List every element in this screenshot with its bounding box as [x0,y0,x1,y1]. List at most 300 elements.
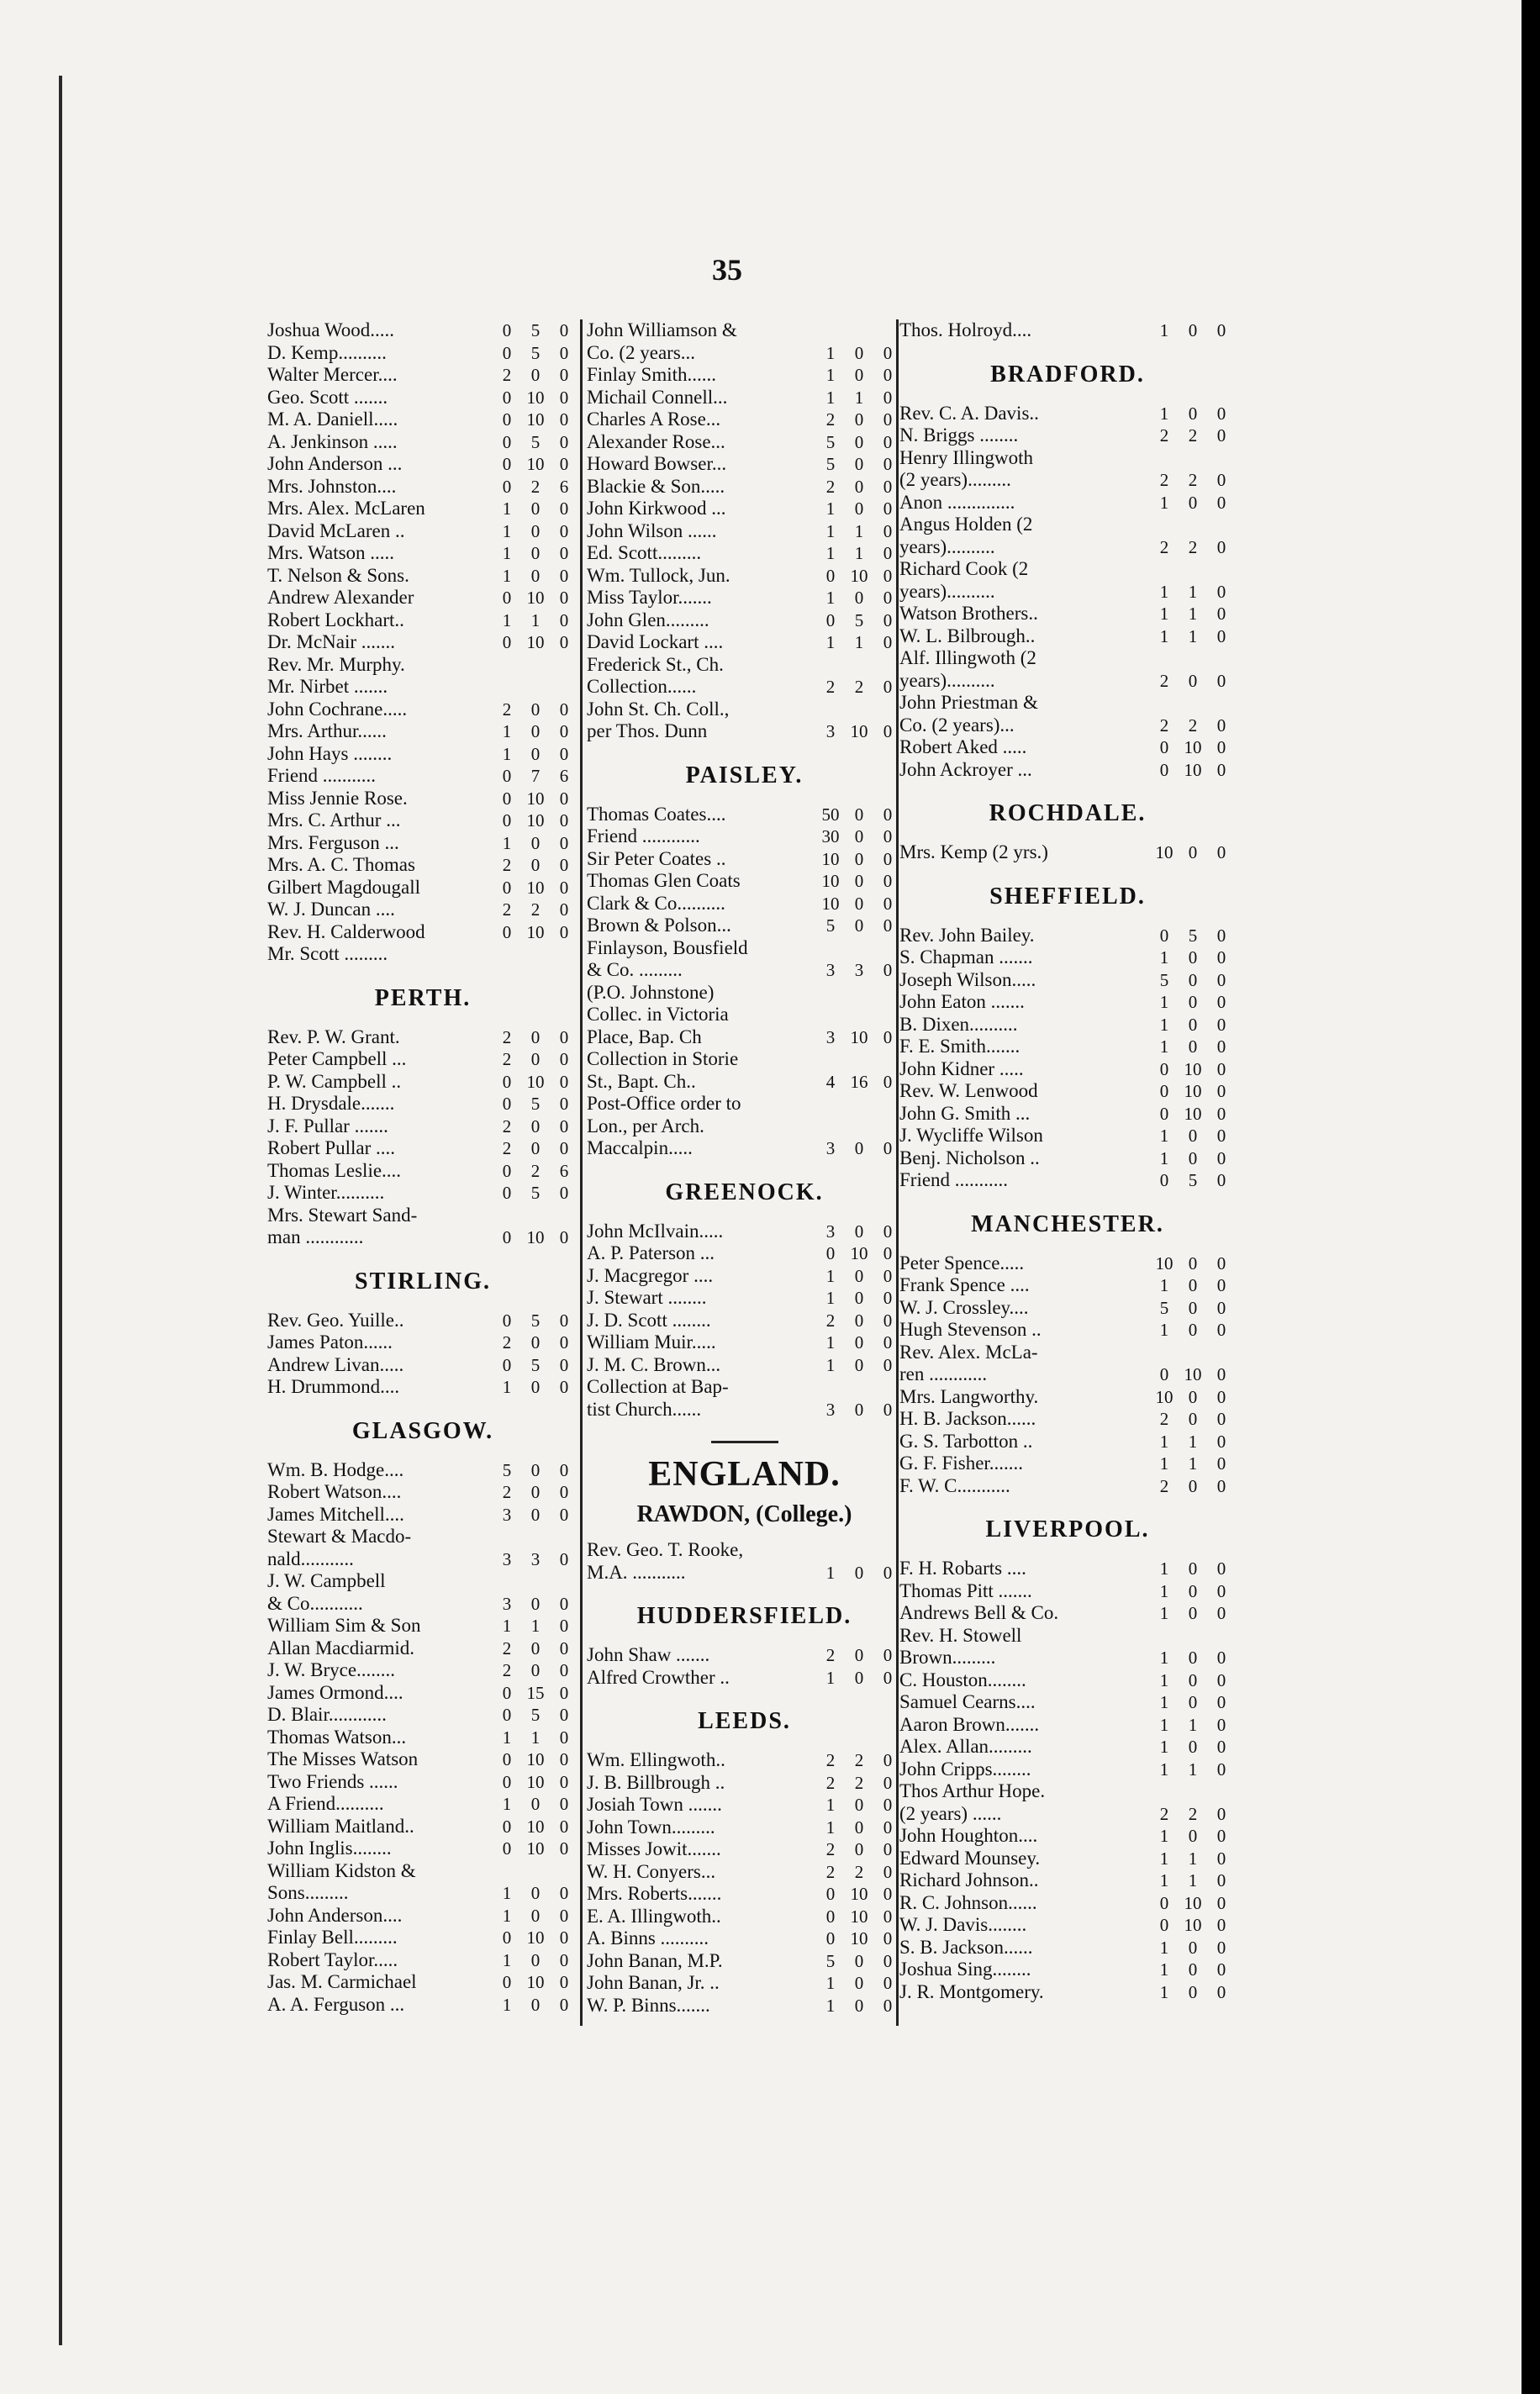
amount-pounds: 3 [502,1593,512,1614]
subscriber-name: Rev. H. Stowell [899,1624,1022,1646]
amount [493,1995,578,2016]
amount-pounds: 0 [502,1927,512,1948]
amount [1150,1148,1236,1169]
amount-pence: 0 [883,871,893,891]
subscriber-row [267,1682,578,1705]
subscriber-row [267,699,578,721]
subscriber-row [899,1147,1236,1170]
amount [816,409,902,430]
amount-pence: 0 [883,1906,893,1927]
amount-pounds: 1 [502,1377,512,1397]
amount-pounds: 10 [1155,1386,1173,1407]
subscriber-name: Friend ............ [587,825,700,846]
amount-pence: 0 [559,1049,569,1069]
amount-pence: 0 [559,565,569,586]
subscriber-name: Alexander Rose... [587,430,725,452]
amount-pence: 0 [1216,625,1226,646]
subscriber-name: Thomas Pitt ....... [899,1579,1032,1601]
amount [493,477,578,498]
amount [1150,470,1236,491]
amount-shillings: 0 [530,1049,541,1069]
amount-pounds: 10 [1155,842,1173,862]
amount [1150,320,1236,341]
amount-pence: 0 [1216,670,1226,691]
subscriber-name: Mrs. Roberts....... [587,1883,722,1904]
subscriber-row [267,1182,578,1205]
amount-pence: 0 [883,609,893,630]
amount [493,588,578,609]
amount-pounds: 0 [1159,925,1169,946]
amount [816,677,902,698]
amount-shillings: 0 [1188,492,1198,513]
subscriber-name: years).......... [899,669,995,691]
amount-pence: 0 [883,1138,893,1158]
subscriber-name: Ed. Scott......... [587,542,702,563]
amount-pounds: 0 [502,409,512,430]
amount-pence: 0 [883,721,893,741]
amount-pence: 0 [883,804,893,825]
subscriber-row [587,1794,902,1817]
subscriber-row [267,854,578,877]
amount-shillings: 1 [1188,1431,1198,1452]
amount-shillings: 5 [530,1094,541,1114]
amount-pounds: 2 [502,899,512,920]
amount-pounds: 1 [825,1288,836,1308]
amount-pence: 0 [1216,759,1226,780]
amount-pounds: 1 [502,1905,512,1926]
amount-pence: 0 [883,1817,893,1838]
subscriber-row [587,1972,902,1995]
subscriber-row [587,1539,902,1562]
amount [1150,1275,1236,1296]
amount [1150,1298,1236,1319]
amount-shillings: 0 [530,1883,541,1903]
subscriber-name: J. M. C. Brown... [587,1353,721,1375]
subscriber-row [267,1137,578,1160]
subscriber-row [899,991,1236,1014]
amount [493,1838,578,1859]
amount [816,804,902,825]
amount [493,320,578,341]
amount-shillings: 10 [1184,1081,1202,1101]
amount [493,1683,578,1704]
subscriber-row [899,759,1236,782]
subscriber-row [899,1580,1236,1603]
amount [816,1027,902,1048]
amount-pounds: 0 [502,1354,512,1375]
amount-pounds: 1 [1159,625,1169,646]
subscriber-name: D. Blair............ [267,1704,387,1725]
amount [493,766,578,787]
subscriber-name: Miss Jennie Rose. [267,787,408,809]
amount-shillings: 10 [526,1838,545,1859]
subscriber-row [899,1848,1236,1870]
subscriber-name: John St. Ch. Coll., [587,698,730,720]
amount-pounds: 1 [502,609,512,630]
amount-shillings: 0 [530,1377,541,1397]
amount [493,1772,578,1793]
amount [493,1332,578,1353]
amount-pounds: 5 [825,431,836,452]
amount [816,610,902,631]
subscriber-row [899,514,1236,536]
amount [493,1727,578,1748]
subscriber-row [267,1548,578,1571]
subscriber-name: Stewart & Macdo- [267,1526,412,1547]
subscriber-name: Joshua Sing........ [899,1959,1031,1980]
amount-shillings: 0 [854,409,864,430]
subscriber-row [899,1125,1236,1147]
amount-pence: 0 [883,826,893,846]
amount [1150,737,1236,758]
amount-pence: 0 [1216,1453,1226,1474]
town-heading: RAWDON, (College.) [636,1501,852,1527]
amount-pounds: 0 [1159,1364,1169,1384]
amount-pounds: 2 [825,1861,836,1882]
amount-pence: 0 [559,1637,569,1658]
amount [1150,1558,1236,1579]
subscriber-list [899,403,1236,782]
amount-shillings: 0 [1188,1252,1198,1273]
subscriber-name: Mr. Scott ......... [267,943,388,964]
amount-pounds: 1 [825,1354,836,1375]
amount-shillings: 2 [530,476,541,497]
amount [1150,925,1236,947]
subscriber-row [587,1310,902,1332]
subscriber-name: Frederick St., Ch. [587,653,724,675]
amount-pence: 0 [1216,992,1226,1012]
subscriber-name: M.A. ........... [587,1561,686,1583]
subscriber-row [587,720,902,743]
amount-pence: 0 [559,1227,569,1247]
amount [1150,1848,1236,1869]
amount-shillings: 0 [530,743,541,764]
amount [1150,1804,1236,1825]
amount-pence: 0 [883,677,893,697]
subscriber-name: Mrs. Ferguson ... [267,831,399,853]
amount [493,1794,578,1815]
town-heading: PAISLEY. [685,762,804,788]
amount-pounds: 2 [502,365,512,385]
amount-pounds: 1 [502,498,512,519]
subscriber-row [899,1363,1236,1386]
amount-pounds: 1 [825,588,836,608]
subscriber-name: & Co. ......... [587,959,683,980]
amount-pence: 0 [559,1354,569,1375]
amount [493,1927,578,1948]
amount-pounds: 1 [1159,1275,1169,1295]
subscriber-name: J. F. Pullar ....... [267,1115,388,1136]
subscriber-row [899,1669,1236,1692]
amount-pence: 0 [883,588,893,608]
subscriber-row [267,1727,578,1749]
amount-pence: 0 [559,788,569,809]
amount-pence: 0 [883,1973,893,1993]
subscriber-list [899,1252,1236,1498]
subscriber-name: John Wilson ...... [587,519,717,541]
amount-pounds: 2 [1159,715,1169,736]
amount-shillings: 0 [1188,1580,1198,1601]
town-heading: HUDDERSFIELD. [636,1603,852,1629]
amount-pence: 0 [559,1459,569,1480]
column-3 [899,319,1236,2003]
amount-shillings: 0 [854,1310,864,1331]
amount-pence: 0 [559,1138,569,1158]
amount [493,1377,578,1398]
amount-pounds: 0 [1159,1915,1169,1935]
amount-pounds: 0 [1159,1081,1169,1101]
subscriber-name: Rev. W. Lenwood [899,1080,1038,1101]
amount-shillings: 10 [526,1071,545,1092]
amount-shillings: 0 [854,454,864,474]
amount-shillings: 0 [530,1026,541,1047]
amount [493,833,578,854]
subscriber-row [267,631,578,654]
subscriber-name: Edward Mounsey. [899,1847,1041,1869]
amount [493,1660,578,1681]
subscriber-name: Andrew Livan..... [267,1353,404,1375]
subscriber-name: David McLaren .. [267,519,405,541]
amount-shillings: 0 [854,1950,864,1971]
subscriber-name: H. Drummond.... [267,1376,400,1397]
subscriber-name: Thos Arthur Hope. [899,1780,1046,1801]
subscriber-name: C. Houston........ [899,1669,1026,1690]
subscriber-row [899,1691,1236,1714]
amount [493,1705,578,1726]
subscriber-name: John Hays ........ [267,742,393,764]
subscriber-row [587,1287,902,1310]
amount-pounds: 1 [502,1794,512,1814]
subscriber-name: E. A. Illingwoth.. [587,1905,721,1927]
amount-pence: 0 [883,431,893,452]
amount-pounds: 0 [502,1705,512,1725]
amount-pounds: 1 [825,543,836,563]
subscriber-name: Mrs. Stewart Sand- [267,1204,418,1226]
amount [1150,1059,1236,1080]
amount [1150,842,1236,863]
amount-pounds: 0 [502,632,512,652]
subscriber-name: J. Macgregor .... [587,1264,714,1286]
amount-shillings: 0 [1188,992,1198,1012]
subscriber-list [587,319,902,743]
amount [816,498,902,519]
amount-pounds: 1 [502,743,512,764]
amount [816,1795,902,1816]
subscriber-row [587,654,902,677]
amount-pounds: 1 [502,1727,512,1748]
amount-pounds: 0 [502,431,512,452]
subscriber-name: Rev. Geo. Yuille.. [267,1309,404,1331]
subscriber-name: Finlayson, Bousfield [587,936,748,958]
amount [493,1906,578,1927]
amount [816,1996,902,2017]
amount-pounds: 2 [825,677,836,697]
subscriber-row [267,1310,578,1332]
amount [493,899,578,920]
subscriber-row [899,447,1236,470]
amount [1150,604,1236,625]
amount [493,1310,578,1331]
amount-pounds: 1 [825,365,836,385]
amount [816,1332,902,1353]
subscriber-name: J. D. Scott ........ [587,1309,711,1331]
subscriber-name: Mrs. Arthur...... [267,720,387,741]
amount [816,1839,902,1860]
amount-pounds: 1 [1159,1453,1169,1474]
subscriber-row [587,1331,902,1354]
amount-shillings: 0 [530,1504,541,1525]
amount-pence: 0 [559,1026,569,1047]
amount-pence: 0 [883,1861,893,1882]
amount [1150,1387,1236,1408]
amount-pence: 0 [1216,1915,1226,1935]
subscriber-name: St., Bapt. Ch.. [587,1070,696,1092]
amount-pounds: 1 [1159,1714,1169,1735]
subscriber-row [267,1226,578,1249]
amount-pence: 0 [1216,1580,1226,1601]
amount-shillings: 0 [1188,1409,1198,1429]
amount-pounds: 1 [1159,1147,1169,1168]
amount-shillings: 10 [526,632,545,652]
amount [816,1221,902,1242]
amount-shillings: 0 [854,1399,864,1420]
subscriber-row [267,1026,578,1049]
amount-pence: 0 [1216,1275,1226,1295]
amount [816,1243,902,1264]
amount-pence: 0 [1216,425,1226,446]
amount-pence: 0 [559,1482,569,1502]
subscriber-row [587,1093,902,1115]
amount [1150,1826,1236,1847]
amount-shillings: 5 [530,1310,541,1331]
amount [1150,1670,1236,1691]
amount-pounds: 2 [502,1332,512,1353]
subscriber-row [899,1759,1236,1781]
subscriber-name: tist Church...... [587,1398,702,1420]
subscriber-row [899,1647,1236,1669]
amount [493,810,578,831]
subscriber-name: Miss Taylor....... [587,587,712,608]
amount-shillings: 1 [530,1727,541,1748]
subscriber-name: F. H. Robarts .... [899,1558,1026,1579]
amount-pounds: 1 [825,1973,836,1993]
subscriber-name: John Williamson & [587,319,737,340]
amount-shillings: 10 [526,1927,545,1948]
amount-shillings: 0 [854,431,864,452]
subscriber-list [587,1644,902,1689]
subscriber-name: Thomas Watson... [267,1726,407,1748]
subscriber-name: Jas. M. Carmichael [267,1971,417,1992]
amount-pounds: 1 [1159,1848,1169,1869]
subscriber-list [899,925,1236,1192]
subscriber-row [899,625,1236,648]
amount-pounds: 2 [502,1138,512,1158]
amount-pence: 0 [1216,925,1226,946]
amount-shillings: 2 [1188,470,1198,490]
amount-pence: 0 [883,387,893,408]
amount [493,1072,578,1093]
amount [1150,1476,1236,1497]
amount-pence: 6 [559,766,569,786]
amount-shillings: 10 [850,1928,868,1948]
amount-pence: 0 [559,431,569,452]
amount-pence: 0 [1216,492,1226,513]
subscriber-name: J. Winter.......... [267,1182,385,1203]
amount-pounds: 0 [502,1071,512,1092]
subscriber-name: A. A. Ferguson ... [267,1993,405,2015]
amount-pence: 0 [1216,1848,1226,1869]
amount-shillings: 10 [850,565,868,586]
amount-pence: 0 [559,1727,569,1748]
amount-shillings: 0 [854,1562,864,1583]
subscriber-name: Thomas Leslie.... [267,1159,402,1181]
amount-pounds: 1 [825,1562,836,1583]
subscriber-row [267,1331,578,1354]
amount-shillings: 0 [530,543,541,563]
amount-pounds: 3 [825,1026,836,1047]
amount-shillings: 1 [1188,604,1198,624]
amount-pounds: 1 [1159,1014,1169,1035]
amount [1150,1893,1236,1914]
amount [493,610,578,631]
amount-pounds: 2 [1159,1475,1169,1496]
subscriber-row [587,676,902,699]
amount [1150,1453,1236,1474]
amount-shillings: 2 [854,1750,864,1770]
amount [816,1138,902,1159]
subscriber-list [899,841,1236,864]
amount-pence: 0 [1216,1558,1226,1579]
subscriber-name: Collec. in Victoria [587,1004,729,1025]
subscriber-name: Peter Spence..... [899,1252,1025,1273]
amount-pence: 0 [1216,1081,1226,1101]
amount-shillings: 0 [854,1817,864,1838]
amount-shillings: 0 [530,1138,541,1158]
subscriber-row [267,1570,578,1593]
amount [1150,493,1236,514]
amount-pence: 0 [883,1884,893,1904]
amount-pence: 0 [559,832,569,853]
subscriber-row [899,841,1236,864]
amount-pounds: 0 [502,320,512,340]
amount [493,1355,578,1376]
amount-shillings: 0 [530,855,541,875]
amount-shillings: 0 [854,1332,864,1353]
subscriber-row [587,1048,902,1071]
amount-pounds: 1 [1159,604,1169,624]
subscriber-name: Robert Lockhart.. [267,609,404,630]
amount-pence: 0 [883,1221,893,1242]
subscriber-row [587,520,902,543]
subscriber-row [267,1659,578,1682]
amount-pence: 0 [559,1071,569,1092]
amount [1150,715,1236,736]
amount [493,343,578,364]
amount [493,1950,578,1971]
amount-pounds: 1 [825,1332,836,1353]
amount-pounds: 1 [1159,1981,1169,2002]
subscriber-row [587,364,902,387]
amount-pounds: 1 [825,1795,836,1815]
subscriber-list [267,319,578,966]
amount [493,1616,578,1637]
amount-pence: 0 [559,1838,569,1859]
amount-shillings: 0 [854,1138,864,1158]
subscriber-name: Samuel Cearns.... [899,1691,1036,1712]
amount-pounds: 1 [502,1994,512,2015]
amount-shillings: 10 [850,1884,868,1904]
subscriber-row [267,1748,578,1771]
